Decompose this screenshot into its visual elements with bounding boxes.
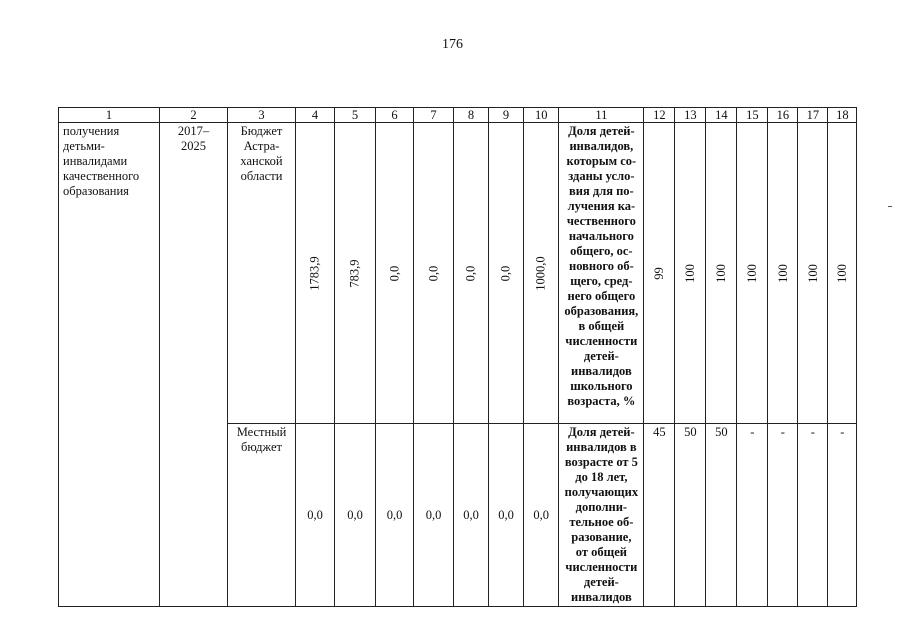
amount-cell (376, 123, 414, 424)
funding-source-cell: Местный бюджет (228, 424, 296, 607)
amount-value: 783,9 (347, 258, 362, 288)
indicator-cell: Доля детей- инвалидов в возрасте от 5 до 18 лет, получающих дополни- тельное об- разование, от общей численности детей- инвалидов (559, 424, 644, 607)
header-cell: 4 (296, 108, 335, 123)
header-cell: 14 (706, 108, 737, 123)
target-cell (644, 123, 675, 424)
target-cell: - (737, 424, 768, 607)
header-cell: 3 (228, 108, 296, 123)
target-value: 100 (713, 263, 728, 283)
indicator-cell: Доля детей- инвалидов, которым со- зданы усло- вия для по- лучения ка- чественного начального общего, ос- новного об- щего, сред- него общего образования, в общей численности детей- инвалидов школьного возраста, % (559, 123, 644, 424)
target-cell (768, 123, 798, 424)
amount-cell: 0,0 (454, 424, 489, 607)
amount-cell (489, 123, 524, 424)
header-cell: 16 (768, 108, 798, 123)
header-cell: 11 (559, 108, 644, 123)
target-cell (706, 123, 737, 424)
header-cell: 9 (489, 108, 524, 123)
amount-value: 0,0 (463, 265, 478, 281)
target-cell (737, 123, 768, 424)
target-cell (798, 123, 828, 424)
amount-cell: 0,0 (489, 424, 524, 607)
target-value: 100 (805, 263, 820, 283)
header-cell: 18 (828, 108, 857, 123)
table-row (59, 123, 857, 424)
target-cell: - (768, 424, 798, 607)
target-value: 99 (651, 266, 666, 280)
amount-cell: 0,0 (524, 424, 559, 607)
header-cell: 8 (454, 108, 489, 123)
target-cell: 50 (706, 424, 737, 607)
header-cell: 12 (644, 108, 675, 123)
target-cell (828, 123, 857, 424)
header-cell: 13 (675, 108, 706, 123)
amount-cell (524, 123, 559, 424)
header-cell: 17 (798, 108, 828, 123)
page-number: 176 (442, 37, 463, 52)
scan-speck (888, 206, 892, 207)
header-cell: 2 (160, 108, 228, 123)
target-cell: - (828, 424, 857, 607)
activity-name-cell: получения детьми-инвалидами качественного образования (59, 123, 160, 607)
header-cell: 6 (376, 108, 414, 123)
header-row (59, 108, 857, 123)
amount-cell (296, 123, 335, 424)
amount-cell: 0,0 (414, 424, 454, 607)
target-value: 100 (744, 263, 759, 283)
header-cell: 10 (524, 108, 559, 123)
program-table (58, 107, 857, 607)
amount-cell (414, 123, 454, 424)
amount-value: 1783,9 (307, 255, 322, 291)
period-cell: 2017– 2025 (160, 123, 228, 607)
header-cell: 1 (59, 108, 160, 123)
target-cell: 50 (675, 424, 706, 607)
target-value: 100 (834, 263, 849, 283)
target-cell: 45 (644, 424, 675, 607)
header-cell: 5 (335, 108, 376, 123)
header-cell: 7 (414, 108, 454, 123)
amount-cell: 0,0 (335, 424, 376, 607)
amount-value: 0,0 (426, 265, 440, 281)
target-value: 100 (682, 263, 697, 283)
amount-value: 0,0 (387, 265, 401, 281)
amount-cell (335, 123, 376, 424)
amount-cell: 0,0 (296, 424, 335, 607)
amount-value: 1000,0 (533, 255, 548, 291)
amount-cell: 0,0 (376, 424, 414, 607)
funding-source-cell: Бюджет Астра- ханской области (228, 123, 296, 424)
amount-value: 0,0 (498, 265, 513, 281)
amount-cell (454, 123, 489, 424)
header-cell: 15 (737, 108, 768, 123)
target-value: 100 (775, 263, 790, 283)
target-cell: - (798, 424, 828, 607)
target-cell (675, 123, 706, 424)
